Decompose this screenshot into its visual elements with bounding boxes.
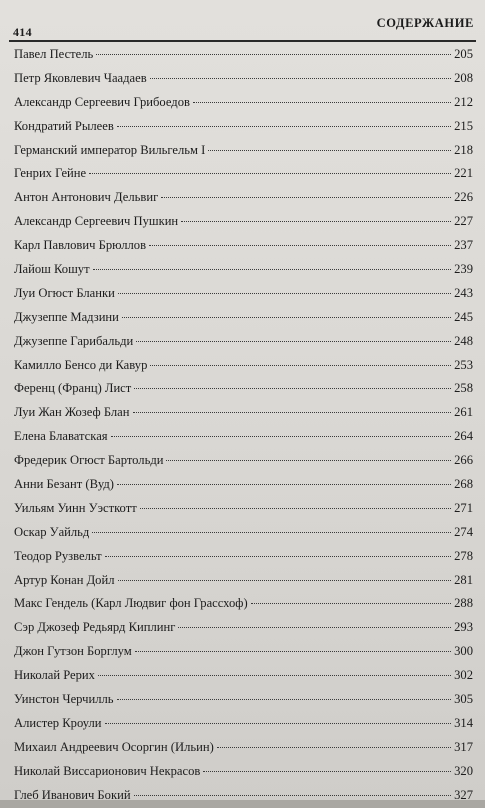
toc-entry: [14, 258, 473, 282]
toc-entry-title: Николай Виссарионович Некрасов: [14, 763, 201, 778]
toc-entry: [14, 377, 473, 401]
toc-entry: [14, 640, 473, 664]
dot-leader: [92, 531, 451, 533]
table-of-contents: [14, 43, 473, 808]
dot-leader: [193, 101, 451, 103]
dot-leader: [117, 698, 452, 700]
toc-entry-page-number: 221: [454, 166, 473, 181]
dot-leader: [134, 387, 451, 389]
toc-entry: [14, 736, 473, 760]
toc-entry: [14, 330, 473, 354]
toc-entry-title: Павел Пестель: [14, 47, 94, 61]
dot-leader: [122, 316, 451, 318]
toc-entry-title: Елена Блаватская: [14, 429, 108, 444]
toc-entry-title: Теодор Рузвельт: [14, 548, 102, 563]
toc-entry-title: Кондратий Рылеев: [14, 118, 114, 133]
dot-leader: [105, 722, 452, 724]
dot-leader: [149, 244, 451, 246]
dot-leader: [208, 149, 451, 151]
toc-entry-page-number: 248: [454, 333, 473, 348]
toc-entry-page-number: 226: [454, 190, 473, 205]
toc-entry: [14, 449, 473, 473]
toc-entry: [14, 664, 473, 688]
dot-leader: [133, 411, 452, 413]
dot-leader: [105, 555, 451, 557]
toc-entry: [14, 712, 473, 736]
toc-entry-page-number: 243: [454, 285, 473, 300]
toc-entry: [14, 354, 473, 378]
toc-entry: [14, 401, 473, 425]
toc-entry-page-number: 302: [454, 668, 473, 683]
toc-entry-page-number: 327: [454, 787, 473, 802]
toc-entry: [14, 306, 473, 330]
toc-entry-title: Антон Антонович Дельвиг: [14, 190, 159, 205]
dot-leader: [150, 364, 451, 366]
dot-leader: [178, 626, 451, 628]
toc-entry-title: Петр Яковлевич Чаадаев: [14, 70, 147, 85]
toc-entry-page-number: 264: [454, 429, 473, 444]
toc-entry: [14, 91, 473, 115]
toc-entry-page-number: 215: [454, 118, 473, 133]
toc-entry-page-number: 239: [454, 262, 473, 277]
toc-entry: [14, 67, 473, 91]
toc-entry-page-number: 245: [454, 309, 473, 324]
toc-entry: [14, 569, 473, 593]
toc-entry-title: Джузеппе Гарибальди: [14, 333, 134, 348]
toc-entry: [14, 210, 473, 234]
toc-entry: [14, 234, 473, 258]
toc-entry-title: Макс Гендель (Карл Людвиг фон Грассхоф): [14, 596, 248, 611]
toc-entry-title: Фредерик Огюст Бартольди: [14, 453, 164, 468]
toc-entry-title: Михаил Андреевич Осоргин (Ильин): [14, 739, 214, 754]
toc-entry-page-number: 237: [454, 238, 473, 253]
toc-entry-page-number: 218: [454, 142, 473, 157]
toc-entry-title: Джон Гутзон Борглум: [14, 644, 132, 659]
toc-entry-title: Ференц (Франц) Лист: [14, 381, 132, 396]
toc-entry: [14, 282, 473, 306]
toc-entry: [14, 688, 473, 712]
toc-entry-title: Генрих Гейне: [14, 166, 87, 181]
dot-leader: [117, 483, 451, 485]
toc-entry-page-number: 271: [454, 500, 473, 515]
toc-entry-title: Оскар Уайльд: [14, 524, 90, 539]
toc-entry-page-number: 261: [454, 405, 473, 420]
toc-entry-title: Луи Огюст Бланки: [14, 285, 115, 300]
toc-entry-title: Карл Павлович Брюллов: [14, 238, 147, 253]
toc-entry-title: Артур Конан Дойл: [14, 572, 115, 587]
page-number: 414: [13, 25, 32, 39]
section-title: СОДЕРЖАНИЕ: [376, 16, 474, 30]
dot-leader: [117, 125, 451, 127]
dot-leader: [136, 340, 451, 342]
dot-leader: [98, 674, 451, 676]
toc-entry: [14, 162, 473, 186]
toc-entry-title: Анни Безант (Вуд): [14, 477, 114, 492]
toc-entry-page-number: 288: [454, 596, 473, 611]
toc-entry: [14, 521, 473, 545]
toc-entry-page-number: 305: [454, 692, 473, 707]
toc-entry-page-number: 227: [454, 214, 473, 229]
page-header: [9, 10, 476, 42]
toc-entry: [14, 425, 473, 449]
dot-leader: [118, 292, 451, 294]
toc-entry-title: Луи Жан Жозеф Блан: [14, 405, 130, 420]
toc-entry: [14, 616, 473, 640]
toc-entry: [14, 186, 473, 210]
toc-entry-page-number: 293: [454, 620, 473, 635]
toc-entry-title: Глеб Иванович Бокий: [14, 787, 131, 802]
dot-leader: [118, 579, 452, 581]
toc-entry-title: Уинстон Черчилль: [14, 692, 114, 707]
toc-entry: [14, 592, 473, 616]
toc-entry-title: Лайош Кошут: [14, 262, 90, 277]
toc-entry: [14, 473, 473, 497]
toc-entry-page-number: 268: [454, 477, 473, 492]
dot-leader: [93, 268, 452, 270]
toc-entry-title: Камилло Бенсо ди Кавур: [14, 357, 148, 372]
toc-entry-page-number: 314: [454, 715, 473, 730]
toc-entry-page-number: 278: [454, 548, 473, 563]
dot-leader: [96, 53, 451, 55]
toc-entry-title: Джузеппе Мадзини: [14, 309, 119, 324]
toc-entry-page-number: 208: [454, 70, 473, 85]
toc-entry-page-number: 300: [454, 644, 473, 659]
toc-entry-title: Германский император Вильгельм I: [14, 142, 206, 157]
dot-leader: [217, 746, 451, 748]
toc-entry-page-number: 258: [454, 381, 473, 396]
toc-entry-page-number: 317: [454, 739, 473, 754]
toc-entry: [14, 139, 473, 163]
dot-leader: [161, 196, 451, 198]
dot-leader: [89, 172, 451, 174]
toc-entry-title: Уильям Уинн Уэсткотт: [14, 500, 137, 515]
toc-entry: [14, 115, 473, 139]
dot-leader: [251, 602, 451, 604]
toc-entry-page-number: 320: [454, 763, 473, 778]
toc-entry: [14, 784, 473, 808]
toc-entry-page-number: 281: [454, 572, 473, 587]
dot-leader: [181, 220, 451, 222]
toc-entry-page-number: 253: [454, 357, 473, 372]
toc-entry-title: Алистер Кроули: [14, 715, 102, 730]
dot-leader: [150, 77, 451, 79]
toc-entry: [14, 43, 473, 67]
toc-entry-title: Александр Сергеевич Пушкин: [14, 214, 179, 229]
dot-leader: [111, 435, 452, 437]
toc-entry-page-number: 212: [454, 94, 473, 109]
toc-entry-title: Николай Рерих: [14, 668, 95, 683]
toc-entry: [14, 545, 473, 569]
toc-entry-page-number: 266: [454, 453, 473, 468]
toc-entry: [14, 760, 473, 784]
toc-entry-title: Александр Сергеевич Грибоедов: [14, 94, 190, 109]
dot-leader: [135, 650, 451, 652]
toc-entry-title: Сэр Джозеф Редьярд Киплинг: [14, 620, 176, 635]
dot-leader: [134, 794, 452, 796]
dot-leader: [166, 459, 451, 461]
toc-entry-page-number: 205: [454, 47, 473, 61]
dot-leader: [203, 770, 451, 772]
toc-entry-page-number: 274: [454, 524, 473, 539]
dot-leader: [140, 507, 451, 509]
toc-entry: [14, 497, 473, 521]
